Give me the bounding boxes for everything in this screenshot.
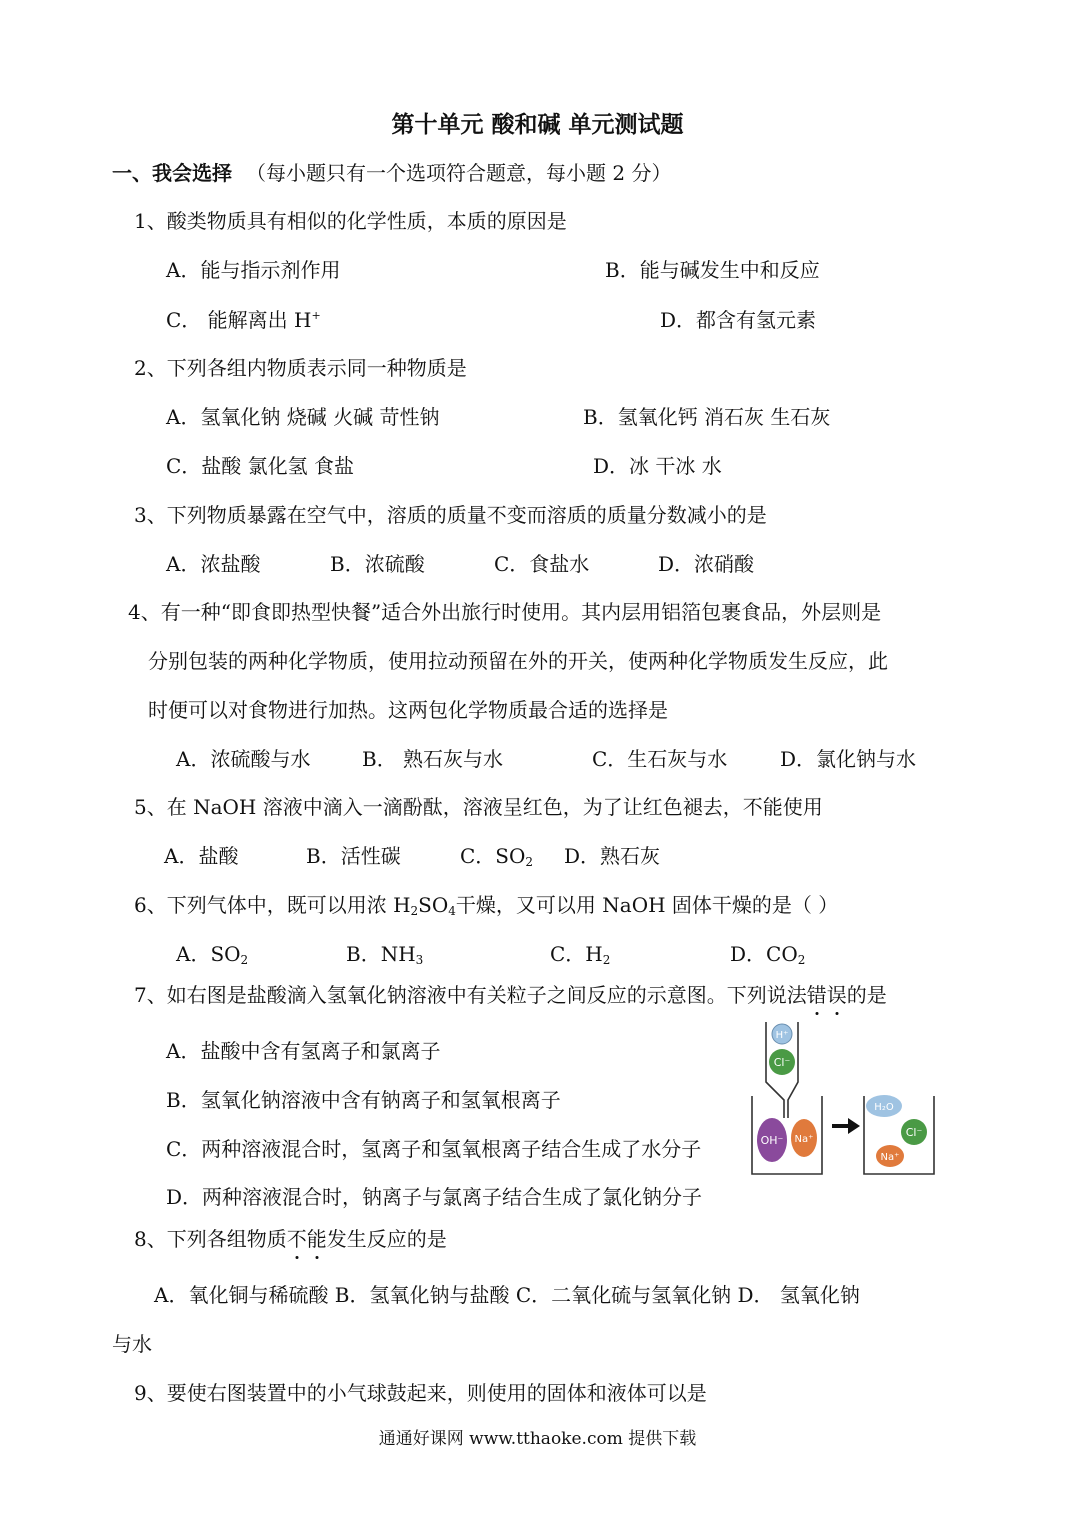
cl-ion-label: Cl⁻ [773, 1056, 791, 1069]
q8-stem-emphasis-1: 不 [286, 1227, 307, 1251]
q1-option-c-text: C． 能解离出 H [166, 308, 312, 332]
q6-option-d-text: D．CO [730, 942, 798, 966]
q6-option-c-sub: 2 [602, 953, 611, 967]
q4-option-d: D．氯化钠与水 [780, 747, 917, 771]
q8-stem-emphasis-2: 能 [306, 1227, 327, 1251]
q7-option-c: C．两种溶液混合时，氢离子和氢氧根离子结合生成了水分子 [166, 1137, 702, 1161]
q1-option-a: A．能与指示剂作用 [166, 258, 341, 282]
q2-option-c: C．盐酸 氯化氢 食盐 [166, 454, 355, 478]
q1-option-b: B．能与碱发生中和反应 [605, 258, 820, 282]
q7-option-d: D．两种溶液混合时，钠离子与氯离子结合生成了氯化钠分子 [166, 1185, 703, 1209]
q6-stem [134, 892, 838, 918]
q5-option-c [460, 843, 533, 869]
q2-option-b: B．氢氧化钙 消石灰 生石灰 [583, 405, 831, 429]
q7-option-b: B．氢氧化钠溶液中含有钠离子和氢氧根离子 [166, 1088, 561, 1112]
q4-stem-line-3: 时便可以对食物进行加热。这两包化学物质最合适的选择是 [148, 698, 668, 722]
cl-ion-after-label: Cl⁻ [905, 1126, 923, 1139]
q7-stem-emphasis-2: 误 [826, 983, 847, 1007]
q5-option-d: D．熟石灰 [564, 844, 661, 868]
q1-option-c [166, 307, 321, 333]
q6-option-c [550, 941, 610, 967]
q4-option-b: B． 熟石灰与水 [362, 747, 504, 771]
q4-option-a: A．浓硫酸与水 [176, 747, 311, 771]
q8-options-line-1: A．氧化铜与稀硫酸 B．氢氧化钠与盐酸 C．二氧化硫与氢氧化钠 D． 氢氧化钠 [154, 1283, 860, 1307]
q7-option-a: A．盐酸中含有氢离子和氯离子 [166, 1039, 441, 1063]
q6-option-b-text: B．NH [346, 942, 416, 966]
q8-stem-pre: 8、下列各组物质 [134, 1227, 287, 1251]
q5-option-a: A．盐酸 [164, 844, 239, 868]
q6-option-b-sub: 3 [415, 953, 424, 967]
reaction-arrow-head [848, 1118, 860, 1134]
q6-option-a-text: A．SO [176, 942, 241, 966]
q6-stem-sub2: 4 [448, 904, 456, 918]
q4-stem-line-2: 分别包装的两种化学物质，使用拉动预留在外的开关，使两种化学物质发生反应，此 [148, 649, 888, 673]
q9-stem: 9、要使右图装置中的小气球鼓起来，则使用的固体和液体可以是 [134, 1381, 707, 1405]
q7-stem-emphasis-1: 错 [806, 983, 827, 1007]
footer-credit: 通通好课网 www.tthaoke.com 提供下载 [378, 1429, 697, 1449]
q7-stem-pre: 7、如右图是盐酸滴入氢氧化钠溶液中有关粒子之间反应的示意图。下列说法 [134, 983, 807, 1007]
q6-option-d-sub: 2 [797, 953, 806, 967]
q4-option-c: C．生石灰与水 [592, 747, 728, 771]
q1-stem: 1、酸类物质具有相似的化学性质，本质的原因是 [134, 209, 567, 233]
q3-stem: 3、下列物质暴露在空气中，溶质的质量不变而溶质的质量分数减小的是 [134, 503, 767, 527]
water-label: H₂O [874, 1102, 894, 1113]
oh-ion-label: OH⁻ [760, 1134, 784, 1147]
q4-stem-line-1: 4、有一种“即食即热型快餐”适合外出旅行时使用。其内层用铝箔包裹食品，外层则是 [128, 600, 882, 624]
q5-stem: 5、在 NaOH 溶液中滴入一滴酚酞，溶液呈红色，为了让红色褪去，不能使用 [134, 795, 823, 819]
section-label: 一、我会选择 [112, 161, 232, 185]
q7-stem-post: 的是 [846, 983, 887, 1007]
q3-option-a: A．浓盐酸 [166, 552, 261, 576]
reaction-diagram [748, 1020, 938, 1180]
q5-option-c-sub: 2 [525, 855, 534, 869]
q6-option-c-text: C．H [550, 942, 603, 966]
q6-stem-pre: 6、下列气体中，既可以用浓 H [134, 893, 411, 917]
h-ion-label: H⁺ [775, 1030, 789, 1041]
q6-option-a [176, 941, 248, 967]
q5-option-b: B．活性碳 [306, 844, 401, 868]
q6-option-d [730, 941, 805, 967]
q1-option-c-sup: + [311, 309, 321, 322]
q6-stem-mid: SO [418, 893, 449, 917]
q2-option-d: D．冰 干冰 水 [593, 454, 722, 478]
q6-stem-post: 干燥，又可以用 NaOH 固体干燥的是（ ） [455, 893, 839, 917]
na-ion-after-label: Na⁺ [880, 1152, 900, 1163]
section-note: （每小题只有一个选项符合题意，每小题 2 分） [246, 161, 672, 185]
q1-option-d: D．都含有氢元素 [660, 308, 817, 332]
q2-option-a: A．氢氧化钠 烧碱 火碱 苛性钠 [166, 405, 440, 429]
q6-option-a-sub: 2 [240, 953, 249, 967]
q3-option-c: C．食盐水 [494, 552, 590, 576]
q7-stem [134, 982, 887, 1008]
page-title: 第十单元 酸和碱 单元测试题 [391, 112, 684, 138]
q2-stem: 2、下列各组内物质表示同一种物质是 [134, 356, 467, 380]
q8-options-line-2: 与水 [112, 1332, 152, 1356]
q8-stem [134, 1226, 447, 1252]
q3-option-b: B．浓硫酸 [330, 552, 425, 576]
na-ion-label: Na⁺ [794, 1134, 814, 1145]
q3-option-d: D．浓硝酸 [658, 552, 755, 576]
q6-stem-sub1: 2 [410, 904, 419, 918]
q5-option-c-text: C．SO [460, 844, 526, 868]
q6-option-b [346, 941, 423, 967]
q8-stem-post: 发生反应的是 [326, 1227, 447, 1251]
section-heading [112, 160, 671, 186]
